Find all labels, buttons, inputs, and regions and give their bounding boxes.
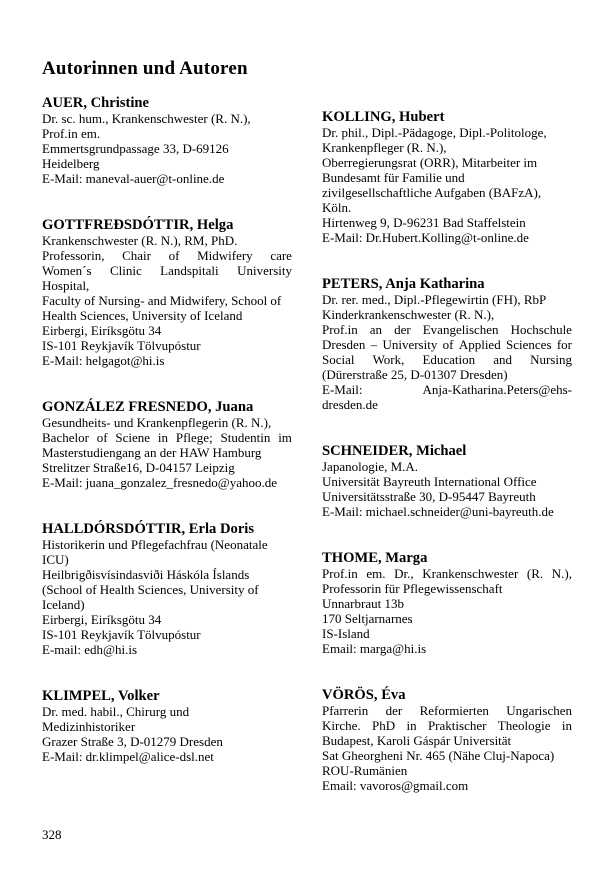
author-detail-line: Bachelor of Sciene in Pflege; Studentin im (42, 430, 292, 445)
author-detail-line: E-Mail: Anja-Katharina.Peters@ehs- (322, 382, 572, 397)
author-detail-line: (School of Health Sciences, University of (42, 582, 259, 597)
author-detail-line: Kirche. PhD in Praktischer Theologie in (322, 718, 572, 733)
author-detail-line: Dr. med. habil., Chirurg und (42, 704, 190, 719)
author-entry (42, 217, 292, 368)
author-entry (322, 550, 572, 656)
author-name: HALLDÓRSDÓTTIR, Erla Doris (42, 521, 255, 537)
author-name: THOME, Marga (322, 550, 428, 566)
author-detail-line: Email: vavoros@gmail.com (322, 778, 469, 793)
author-detail-line: Masterstudiengang an der HAW Hamburg (42, 445, 262, 460)
author-detail-line: IS-Island (322, 626, 370, 641)
author-detail-line: Prof.in an der Evangelischen Hochschule (322, 322, 572, 337)
author-detail-line: ROU-Rumänien (322, 763, 408, 778)
author-detail-line: Eirbergi, Eiríksgötu 34 (42, 612, 162, 627)
author-name: VÖRÖS, Éva (322, 687, 406, 703)
author-detail-line: Professorin für Pflegewissenschaft (322, 581, 503, 596)
authors-column-right (322, 109, 572, 824)
author-detail-line: E-Mail: dr.klimpel@alice-dsl.net (42, 749, 214, 764)
author-detail-line: Bundesamt für Familie und (322, 170, 465, 185)
author-detail-line: (Dürerstraße 25, D-01307 Dresden) (322, 367, 508, 382)
author-detail-line: Hospital, (42, 278, 90, 293)
author-detail-line: E-mail: edh@hi.is (42, 642, 138, 657)
author-detail-line: Dr. phil., Dipl.-Pädagoge, Dipl.-Politologe, (322, 125, 547, 140)
author-name: PETERS, Anja Katharina (322, 276, 485, 292)
author-detail-line: E-Mail: helgagot@hi.is (42, 353, 165, 368)
author-entry (322, 687, 572, 793)
author-detail-line: IS-101 Reykjavík Tölvupóstur (42, 338, 201, 353)
author-detail-line: Health Sciences, University of Iceland (42, 308, 243, 323)
author-detail-line: Krankenpfleger (R. N.), (322, 140, 447, 155)
author-detail-line: Krankenschwester (R. N.), RM, PhD. (42, 233, 238, 248)
author-detail-line: E-Mail: Dr.Hubert.Kolling@t-online.de (322, 230, 529, 245)
author-name: GONZÁLEZ FRESNEDO, Juana (42, 399, 254, 415)
author-detail-line: Professorin, Chair of Midwifery care (42, 248, 292, 263)
author-detail-line: Budapest, Karoli Gáspár Universität (322, 733, 512, 748)
author-detail-line: E-Mail: michael.schneider@uni-bayreuth.de (322, 504, 554, 519)
author-name: SCHNEIDER, Michael (322, 443, 467, 459)
author-entry (322, 109, 572, 245)
author-detail-line: Köln. (322, 200, 352, 215)
author-detail-line: Gesundheits- und Krankenpflegerin (R. N.), (42, 415, 272, 430)
author-entry (322, 443, 572, 519)
author-detail-line: Faculty of Nursing- and Midwifery, School of (42, 293, 282, 308)
page-title: Autorinnen und Autoren (42, 57, 248, 79)
author-detail-line: Email: marga@hi.is (322, 641, 427, 656)
author-detail-line: E-Mail: maneval-auer@t-online.de (42, 171, 225, 186)
author-detail-line: Historikerin und Pflegefachfrau (Neonatale (42, 537, 268, 552)
author-detail-line: Pfarrerin der Reformierten Ungarischen (322, 703, 572, 718)
author-detail-line: Grazer Straße 3, D-01279 Dresden (42, 734, 223, 749)
author-detail-line: Kinderkrankenschwester (R. N.), (322, 307, 495, 322)
author-detail-line: Prof.in em. Dr., Krankenschwester (R. N.), (322, 566, 572, 581)
author-detail-line: Universitätsstraße 30, D-95447 Bayreuth (322, 489, 536, 504)
author-entry (42, 95, 292, 186)
author-detail-line: Heilbrigðisvísindasviði Háskóla Íslands (42, 567, 250, 582)
author-detail-line: Japanologie, M.A. (322, 459, 419, 474)
author-detail-line: E-Mail: juana_gonzalez_fresnedo@yahoo.de (42, 475, 278, 490)
authors-column-left (42, 95, 292, 795)
author-entry (322, 276, 572, 412)
author-detail-line: Medizinhistoriker (42, 719, 136, 734)
author-detail-line: Dr. sc. hum., Krankenschwester (R. N.), (42, 111, 251, 126)
author-detail-line: Strelitzer Straße16, D-04157 Leipzig (42, 460, 235, 475)
author-detail-line: IS-101 Reykjavík Tölvupóstur (42, 627, 201, 642)
author-entry (42, 688, 292, 764)
author-detail-line: Iceland) (42, 597, 85, 612)
author-detail-line: Dr. rer. med., Dipl.-Pflegewirtin (FH), RbP (322, 292, 547, 307)
author-detail-line: 170 Seltjarnarnes (322, 611, 413, 626)
author-detail-line: Universität Bayreuth International Office (322, 474, 537, 489)
author-name: KOLLING, Hubert (322, 109, 445, 125)
author-detail-line: Unnarbraut 13b (322, 596, 404, 611)
author-name: KLIMPEL, Volker (42, 688, 160, 704)
author-name: GOTTFREÐSDÓTTIR, Helga (42, 217, 234, 233)
author-detail-line: Eirbergi, Eiríksgötu 34 (42, 323, 162, 338)
author-detail-line: Emmertsgrundpassage 33, D-69126 (42, 141, 229, 156)
author-detail-line: dresden.de (322, 397, 378, 412)
page-number: 328 (42, 827, 62, 842)
author-detail-line: Sat Gheorgheni Nr. 465 (Nähe Cluj-Napoca) (322, 748, 555, 763)
author-detail-line: Social Work, Education and Nursing (322, 352, 572, 367)
author-entry (42, 521, 292, 657)
author-detail-line: ICU) (42, 552, 69, 567)
author-detail-line: zivilgesellschaftliche Aufgaben (BAFzA), (322, 185, 542, 200)
author-detail-line: Oberregierungsrat (ORR), Mitarbeiter im (322, 155, 538, 170)
author-detail-line: Women´s Clinic Landspitali University (42, 263, 292, 278)
author-detail-line: Heidelberg (42, 156, 100, 171)
author-name: AUER, Christine (42, 95, 150, 111)
author-detail-line: Hirtenweg 9, D-96231 Bad Staffelstein (322, 215, 526, 230)
author-detail-line: Prof.in em. (42, 126, 101, 141)
author-detail-line: Dresden – University of Applied Sciences for (322, 337, 572, 352)
author-entry (42, 399, 292, 490)
